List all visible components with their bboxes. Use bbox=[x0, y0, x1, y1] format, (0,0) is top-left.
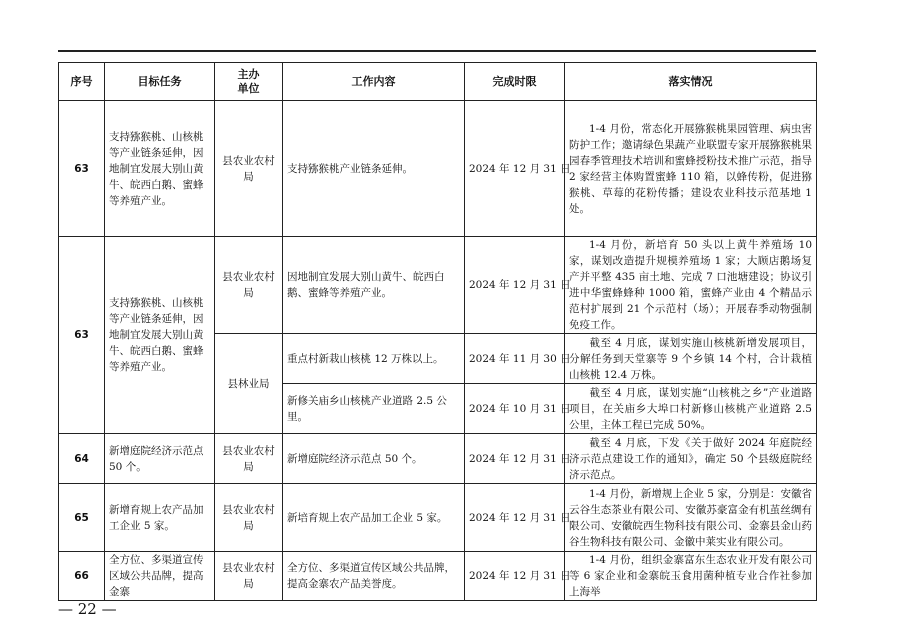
row-status bbox=[565, 334, 817, 384]
row-status bbox=[565, 552, 817, 601]
row-unit: 县农业农村局 bbox=[215, 484, 283, 552]
work-progress-table bbox=[58, 62, 817, 601]
row-status bbox=[565, 434, 817, 484]
row-target: 支持猕猴桃、山核桃等产业链条延伸，因地制宜发展大别山黄牛、皖西白鹅、蜜蜂等养殖产业。 bbox=[105, 101, 215, 237]
table-header-row bbox=[59, 63, 817, 101]
row-target: 新增育规上农产品加工企业 5 家。 bbox=[105, 484, 215, 552]
row-status bbox=[565, 101, 817, 237]
row-status-text: 1-4 月份，组织金寨富东生态农业开发有限公司等 6 家企业和金寨皖玉食用菌种植专业合作社参加上海举 bbox=[569, 554, 812, 598]
row-work: 支持猕猴桃产业链条延伸。 bbox=[283, 101, 465, 237]
row-target: 新增庭院经济示范点 50 个。 bbox=[105, 434, 215, 484]
row-status-text: 1-4 月份，新增规上企业 5 家，分别是：安徽省云谷生态茶业有限公司、安徽苏豪富金有机茧丝绸有限公司、安徽皖西生物科技有限公司、金寨县金山药谷生物科技有限公司、金徽中莱实业有限公司。 bbox=[569, 487, 812, 548]
row-target: 支持猕猴桃、山核桃等产业链条延伸，因地制宜发展大别山黄牛、皖西白鹅、蜜蜂等养殖产业。 bbox=[105, 237, 215, 434]
row-status bbox=[565, 384, 817, 434]
row-deadline: 2024 年 12 月 31 日 bbox=[465, 101, 565, 237]
row-seq: 63 bbox=[59, 237, 105, 434]
row-work: 新增庭院经济示范点 50 个。 bbox=[283, 434, 465, 484]
header-status: 落实情况 bbox=[565, 63, 817, 101]
header-unit-line1: 主办 bbox=[237, 67, 260, 81]
row-unit: 县农业农村局 bbox=[215, 552, 283, 601]
row-seq: 64 bbox=[59, 434, 105, 484]
header-work: 工作内容 bbox=[283, 63, 465, 101]
row-unit: 县农业农村局 bbox=[215, 101, 283, 237]
row-work: 新培育规上农产品加工企业 5 家。 bbox=[283, 484, 465, 552]
row-work: 新修关庙乡山核桃产业道路 2.5 公里。 bbox=[283, 384, 465, 434]
row-status bbox=[565, 237, 817, 334]
row-unit: 县农业农村局 bbox=[215, 237, 283, 334]
row-work: 全方位、多渠道宣传区域公共品牌，提高金寨农产品美誉度。 bbox=[283, 552, 465, 601]
row-deadline: 2024 年 12 月 31 日 bbox=[465, 552, 565, 601]
row-deadline: 2024 年 12 月 31 日 bbox=[465, 237, 565, 334]
row-target: 全方位、多渠道宣传区域公共品牌，提高金寨 bbox=[105, 552, 215, 601]
row-deadline: 2024 年 12 月 31 日 bbox=[465, 434, 565, 484]
top-rule bbox=[58, 50, 816, 52]
row-status-text: 1-4 月份，常态化开展猕猴桃果园管理、病虫害防护工作；邀请绿色果蔬产业联盟专家开展猕猴桃果园春季管理技术培训和蜜蜂授粉技术推广示范，指导 2 家经营主体购置蜜蜂 110 箱，以蜂传粉，促进猕猴桃、草莓的花粉传播；建设农业科技示范基地 1 处。 bbox=[569, 122, 812, 215]
row-work: 重点村新栽山核桃 12 万株以上。 bbox=[283, 334, 465, 384]
header-unit-line2: 单位 bbox=[237, 81, 260, 95]
row-seq: 63 bbox=[59, 101, 105, 237]
row-status-text: 截至 4 月底，谋划实施“山核桃之乡”产业道路项目，在关庙乡大埠口村新修山核桃产业道路 2.5 公里，主体工程已完成 50%。 bbox=[569, 386, 812, 431]
row-status-text: 1-4 月份，新培育 50 头以上黄牛养殖场 10 家，谋划改造提升规模养殖场 1 家；大顾店鹅场复产并平整 435 亩土地、完成 7 口池塘建设；协议引进中华蜜蜂蜂种 1000 箱，蜜蜂产业由 4 个精品示范村扩展到 21 个示范村（场）；开展春季动物强制免疫工作。 bbox=[569, 239, 812, 331]
table-row bbox=[59, 434, 817, 484]
header-unit bbox=[215, 63, 283, 101]
row-status-text: 截至 4 月底，谋划实施山核桃新增发展项目，分解任务到天堂寨等 9 个乡镇 14 个村，合计栽植山核桃 12.4 万株。 bbox=[569, 336, 812, 381]
row-unit: 县农业农村局 bbox=[215, 434, 283, 484]
row-unit: 县林业局 bbox=[215, 334, 283, 434]
table-row bbox=[59, 552, 817, 601]
header-target: 目标任务 bbox=[105, 63, 215, 101]
header-deadline: 完成时限 bbox=[465, 63, 565, 101]
row-deadline: 2024 年 10 月 31 日 bbox=[465, 384, 565, 434]
header-seq: 序号 bbox=[59, 63, 105, 101]
row-deadline: 2024 年 12 月 31 日 bbox=[465, 484, 565, 552]
page-number: — 22 — bbox=[58, 600, 117, 618]
row-seq: 66 bbox=[59, 552, 105, 601]
row-status bbox=[565, 484, 817, 552]
table-row bbox=[59, 101, 817, 237]
row-seq: 65 bbox=[59, 484, 105, 552]
table-row bbox=[59, 237, 817, 334]
row-deadline: 2024 年 11 月 30 日 bbox=[465, 334, 565, 384]
table-row bbox=[59, 484, 817, 552]
row-work: 因地制宜发展大别山黄牛、皖西白鹅、蜜蜂等养殖产业。 bbox=[283, 237, 465, 334]
row-status-text: 截至 4 月底，下发《关于做好 2024 年庭院经济示范点建设工作的通知》，确定 50 个县级庭院经济示范点。 bbox=[569, 436, 812, 481]
